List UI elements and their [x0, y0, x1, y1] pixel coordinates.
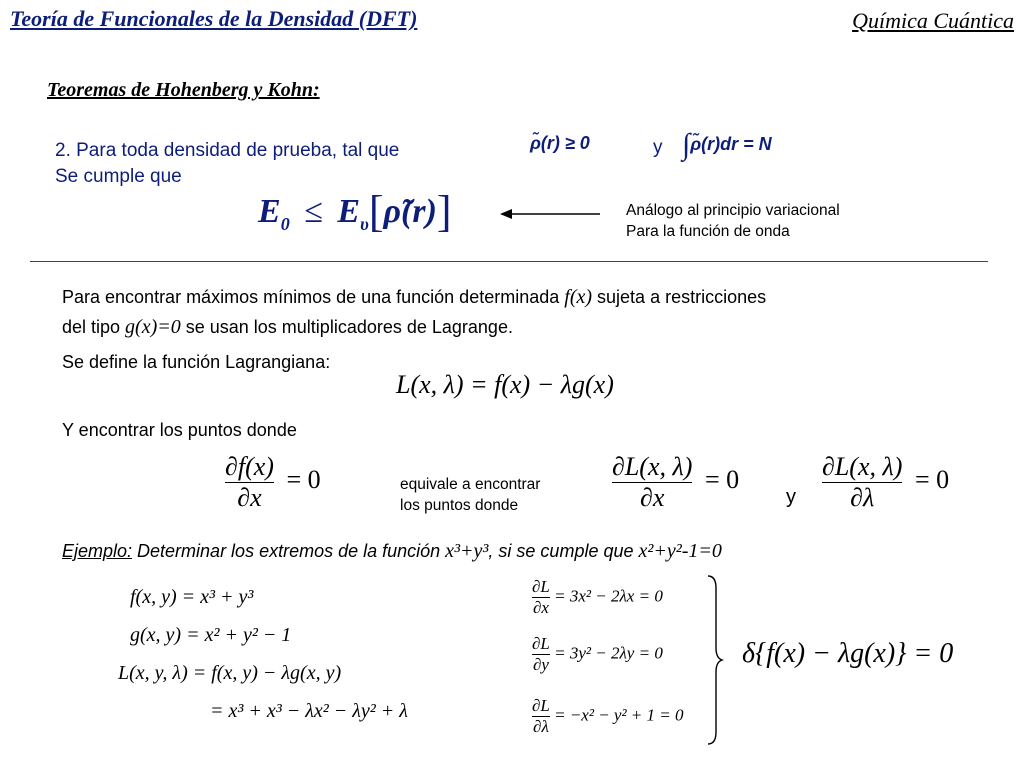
numerator: ∂L: [532, 577, 550, 596]
paragraph-text-end: se usan los multiplicadores de Lagrange.: [180, 317, 513, 337]
energy-ground-sub: 0: [280, 213, 290, 234]
le-sign: ≤: [304, 193, 323, 230]
normalization-text: dr = N: [720, 134, 772, 154]
df-dx-equation: [225, 452, 321, 513]
dL-numerator: ∂L(x, λ): [822, 452, 903, 481]
theorem-item-2: [55, 137, 399, 165]
right-brace-icon: [704, 574, 726, 746]
derivative-y-fraction: [532, 634, 550, 675]
course-title: Química Cuántica: [852, 8, 1014, 33]
note-line-2: Para la función de onda: [626, 223, 790, 240]
derivative-x-rhs: = 3x² − 2λx = 0: [554, 586, 663, 606]
paragraph-text: Para encontrar máximos mínimos de una función determinada: [62, 287, 565, 307]
dL-dx-fraction: [612, 452, 692, 513]
variational-note: [626, 200, 840, 242]
paragraph-text-end: sujeta a restricciones: [592, 287, 767, 307]
denominator: ∂λ: [533, 717, 549, 736]
lagrange-paragraph-line1: [62, 286, 766, 309]
dL-denominator-lambda: ∂λ: [850, 483, 875, 512]
arrow-left-icon: [500, 206, 604, 222]
dL-denominator-x: ∂x: [640, 483, 665, 512]
find-points-text: Y encontrar los puntos donde: [62, 420, 297, 440]
equivalence-line-2: los puntos donde: [400, 497, 519, 514]
example-lagrangian: L(x, y, λ) = f(x, y) − λg(x, y): [118, 662, 342, 684]
right-bracket: ]: [436, 187, 452, 236]
example-f: f(x, y) = x³ + y³: [130, 586, 254, 608]
section-heading: Teoremas de Hohenberg y Kohn:: [47, 79, 320, 101]
equals-zero: = 0: [704, 465, 740, 495]
and-word-2: y: [786, 486, 796, 508]
define-lagrangian-text: Se define la función Lagrangiana:: [62, 352, 331, 372]
divider: [30, 261, 988, 262]
lagrange-paragraph-line2: [62, 316, 513, 339]
slide-title: Teoría de Funcionales de la Densidad (DFT): [10, 6, 418, 31]
derivative-lambda: [532, 696, 684, 737]
derivative-y-rhs: = 3y² − 2λy = 0: [554, 643, 663, 663]
equivalence-line-1: equivale a encontrar: [400, 476, 541, 493]
derivative-lambda-rhs: = −x² − y² + 1 = 0: [554, 705, 684, 725]
trial-density: ρ̃(r): [383, 193, 437, 230]
note-line-1: Análogo al principio variacional: [626, 202, 840, 219]
paragraph-text: del tipo: [62, 317, 126, 337]
energy-functional: E: [337, 193, 361, 230]
example-text-2: , si se cumple que: [488, 541, 639, 561]
example-label: Ejemplo:: [62, 541, 133, 561]
df-denominator: ∂x: [237, 483, 262, 512]
variation-equation: δ{f(x) − λg(x)} = 0: [742, 638, 954, 669]
example-lagrangian-expanded: = x³ + x³ − λx² − λy² + λ: [210, 700, 408, 722]
lagrangian-equation: L(x, λ) = f(x) − λg(x): [396, 370, 614, 399]
theorem-text: 2. Para toda densidad de prueba, tal que: [55, 140, 400, 161]
derivative-y: [532, 634, 663, 675]
energy-ground: E: [258, 193, 281, 230]
and-word: y: [653, 137, 663, 158]
integral-sign: ∫: [682, 128, 691, 161]
derivative-lambda-fraction: [532, 696, 550, 737]
dL-dlambda-equation: [822, 452, 949, 513]
df-numerator: ∂f(x): [225, 452, 274, 481]
dL-dlambda-fraction: [822, 452, 902, 513]
equals-zero: = 0: [286, 465, 321, 495]
density-symbol: ρ̃(r): [690, 134, 721, 154]
density-condition-positive: ρ̃(r) ≥ 0: [530, 133, 590, 153]
variational-inequality: [258, 186, 452, 237]
derivative-x: [532, 577, 663, 618]
gx-constraint: g(x)=0: [125, 316, 181, 338]
fx-symbol: f(x): [564, 286, 593, 308]
example-g: g(x, y) = x² + y² − 1: [130, 624, 292, 646]
numerator: ∂L: [532, 634, 550, 653]
example-constraint: x²+y²-1=0: [638, 540, 722, 562]
numerator: ∂L: [532, 696, 550, 715]
denominator: ∂y: [532, 655, 549, 674]
example-function: x³+y³: [445, 540, 489, 562]
example-text: Determinar los extremos de la función: [132, 541, 446, 561]
denominator: ∂x: [532, 598, 549, 617]
equals-zero: = 0: [914, 465, 950, 495]
left-bracket: [: [368, 187, 384, 236]
dL-numerator: ∂L(x, λ): [612, 452, 693, 481]
density-condition-normalized: [682, 128, 772, 162]
energy-functional-sub: υ: [360, 213, 369, 234]
dL-dx-equation: [612, 452, 739, 513]
then-text: Se cumple que: [55, 166, 182, 187]
equivalence-note: [400, 474, 540, 516]
df-dx-fraction: [225, 452, 274, 513]
derivative-x-fraction: [532, 577, 550, 618]
example-statement: [62, 540, 722, 563]
